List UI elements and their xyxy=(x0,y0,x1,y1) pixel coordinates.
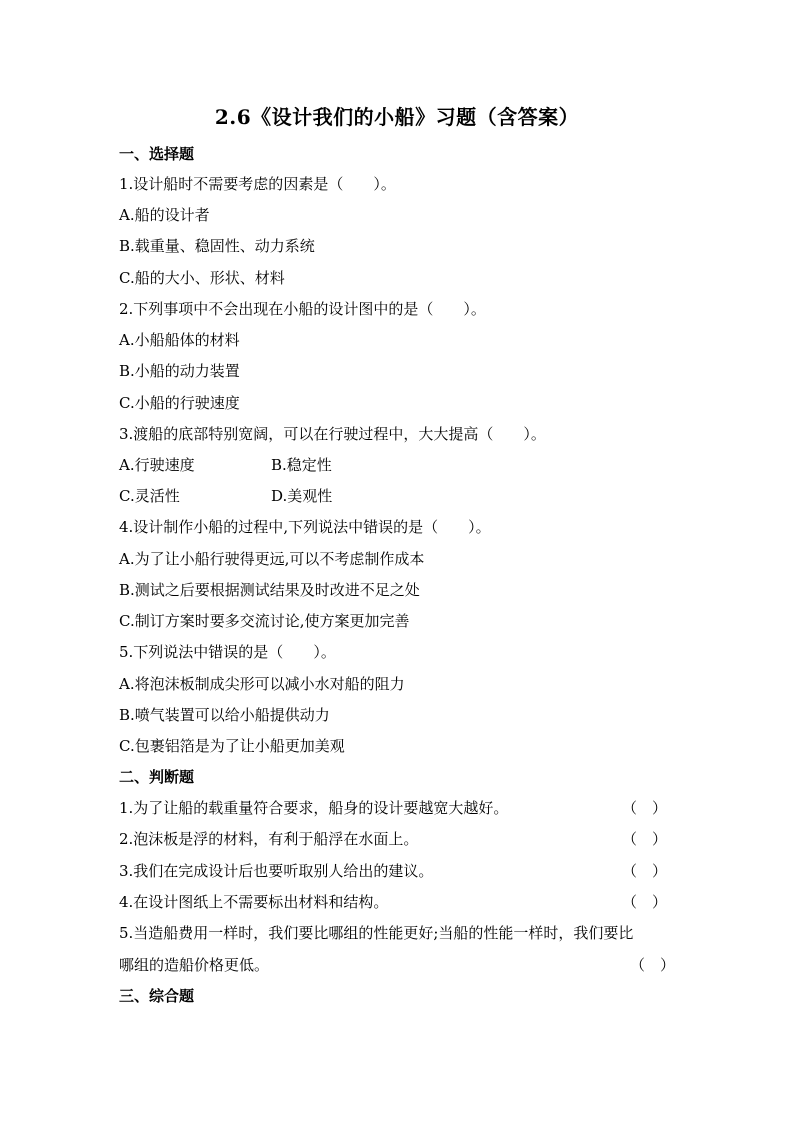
question-4-stem: 4.设计制作小船的过程中,下列说法中错误的是（ ）。 xyxy=(119,518,491,536)
question-5-stem: 5.下列说法中错误的是（ ）。 xyxy=(119,643,336,661)
judge-item-5-line-2: 哪组的造船价格更低。 xyxy=(119,956,270,974)
question-3-option-b: B.稳定性 xyxy=(271,456,332,474)
judge-item-4: 4.在设计图纸上不需要标出材料和结构。 xyxy=(119,893,389,911)
question-3-option-c: C.灵活性 xyxy=(119,487,180,505)
judge-item-2: 2.泡沫板是浮的材料，有利于船浮在水面上。 xyxy=(119,830,419,848)
section-heading-comprehensive: 三、综合题 xyxy=(119,987,195,1005)
section-heading-choice: 一、选择题 xyxy=(119,145,195,163)
section-heading-judge: 二、判断题 xyxy=(119,768,195,786)
judge-answer-bracket-2[interactable]: （ ） xyxy=(622,830,668,848)
question-1-option-a: A.船的设计者 xyxy=(119,206,210,224)
question-3-option-d: D.美观性 xyxy=(271,487,333,505)
question-1-stem: 1.设计船时不需要考虑的因素是（ ）。 xyxy=(119,175,396,193)
question-3-option-a: A.行驶速度 xyxy=(119,456,195,474)
question-2-option-b: B.小船的动力装置 xyxy=(119,362,240,380)
question-1-option-b: B.载重量、稳固性、动力系统 xyxy=(119,237,315,255)
judge-answer-bracket-1[interactable]: （ ） xyxy=(622,799,668,817)
question-2-option-a: A.小船船体的材料 xyxy=(119,331,240,349)
question-4-option-a: A.为了让小船行驶得更远,可以不考虑制作成本 xyxy=(119,550,425,568)
question-5-option-c: C.包裹铝箔是为了让小船更加美观 xyxy=(119,737,345,755)
judge-item-3: 3.我们在完成设计后也要听取别人给出的建议。 xyxy=(119,862,434,880)
judge-item-5-line-1: 5.当造船费用一样时，我们要比哪组的性能更好;当船的性能一样时，我们要比 xyxy=(119,924,634,942)
question-2-stem: 2.下列事项中不会出现在小船的设计图中的是（ ）。 xyxy=(119,300,486,318)
question-5-option-b: B.喷气装置可以给小船提供动力 xyxy=(119,706,330,724)
judge-answer-bracket-5[interactable]: （ ） xyxy=(630,956,676,974)
question-4-option-c: C.制订方案时要多交流讨论,使方案更加完善 xyxy=(119,612,410,630)
question-2-option-c: C.小船的行驶速度 xyxy=(119,394,240,412)
question-1-option-c: C.船的大小、形状、材料 xyxy=(119,269,285,287)
question-5-option-a: A.将泡沫板制成尖形可以减小水对船的阻力 xyxy=(119,675,405,693)
question-4-option-b: B.测试之后要根据测试结果及时改进不足之处 xyxy=(119,581,420,599)
judge-item-1: 1.为了让船的载重量符合要求，船身的设计要越宽大越好。 xyxy=(119,799,509,817)
question-3-stem: 3.渡船的底部特别宽阔，可以在行驶过程中，大大提高（ ）。 xyxy=(119,425,546,443)
judge-answer-bracket-4[interactable]: （ ） xyxy=(622,893,668,911)
document-title: 2.6《设计我们的小船》习题（含答案） xyxy=(214,105,580,129)
judge-answer-bracket-3[interactable]: （ ） xyxy=(622,862,668,880)
